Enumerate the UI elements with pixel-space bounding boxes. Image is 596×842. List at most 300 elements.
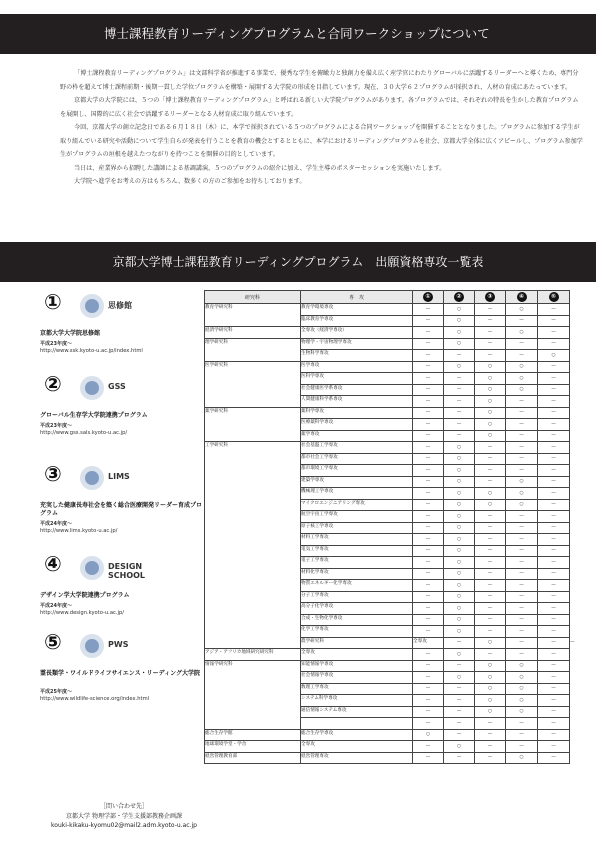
eligibility-mark: — bbox=[506, 511, 538, 523]
major-cell: 経営管理専攻 bbox=[301, 752, 413, 764]
eligibility-mark: — bbox=[538, 488, 570, 500]
major-cell: マイクロエンジニアリング専攻 bbox=[301, 499, 413, 511]
eligibility-mark: — bbox=[506, 580, 538, 592]
eligibility-mark: — bbox=[506, 614, 538, 626]
intro-paragraph: 大学院へ進学をお考えの方はもちろん、数多くの方のご参加をお待ちしております。 bbox=[74, 178, 306, 185]
eligibility-mark: — bbox=[413, 453, 444, 465]
eligibility-mark: — bbox=[538, 637, 570, 649]
table-header-cell: 研究科 bbox=[205, 291, 301, 304]
major-cell: 社会基盤工学専攻 bbox=[301, 442, 413, 454]
program-year: 平成23年度～ bbox=[40, 341, 72, 347]
eligibility-mark: — bbox=[538, 695, 570, 707]
eligibility-mark: — bbox=[538, 430, 570, 442]
eligibility-mark: ○ bbox=[506, 706, 538, 718]
eligibility-mark: — bbox=[538, 407, 570, 419]
eligibility-mark: — bbox=[444, 373, 475, 385]
eligibility-mark: — bbox=[413, 384, 444, 396]
eligibility-mark: — bbox=[538, 476, 570, 488]
eligibility-mark: — bbox=[538, 327, 570, 339]
eligibility-mark: ○ bbox=[506, 499, 538, 511]
major-cell: システム科学専攻 bbox=[301, 695, 413, 707]
eligibility-mark: — bbox=[475, 327, 506, 339]
eligibility-mark: — bbox=[538, 465, 570, 477]
program-number-badge: ① bbox=[423, 292, 433, 302]
program-name: 京都大学大学院思修館 bbox=[40, 330, 101, 337]
major-cell: 薬学専攻 bbox=[301, 430, 413, 442]
eligibility-mark: — bbox=[506, 637, 538, 649]
eligibility-mark: — bbox=[413, 660, 444, 672]
eligibility-mark: — bbox=[506, 419, 538, 431]
eligibility-mark: — bbox=[538, 614, 570, 626]
eligibility-mark: ○ bbox=[413, 729, 444, 741]
graduate-school-cell: 経済学研究科 bbox=[205, 327, 301, 339]
eligibility-mark: — bbox=[475, 338, 506, 350]
graduate-school-cell: 理学研究科 bbox=[205, 338, 301, 361]
graduate-school-cell: 工学研究科 bbox=[205, 442, 301, 649]
eligibility-mark: — bbox=[538, 419, 570, 431]
eligibility-mark: — bbox=[506, 522, 538, 534]
eligibility-mark: — bbox=[538, 649, 570, 661]
eligibility-mark: — bbox=[506, 741, 538, 753]
eligibility-mark: — bbox=[538, 752, 570, 764]
eligibility-mark: ○ bbox=[444, 545, 475, 557]
eligibility-mark: — bbox=[475, 522, 506, 534]
eligibility-mark: — bbox=[506, 442, 538, 454]
major-cell: 医療薬科学専攻 bbox=[301, 419, 413, 431]
graduate-school-cell: 総合生存学館 bbox=[205, 729, 301, 741]
major-cell: 医科学専攻 bbox=[301, 373, 413, 385]
graduate-school-cell: 医学研究科 bbox=[205, 361, 301, 407]
eligibility-mark: — bbox=[475, 718, 506, 730]
program-name: 霊長類学・ワイルドライフサイエンス・リーディング大学院 bbox=[40, 670, 201, 677]
eligibility-mark: — bbox=[538, 522, 570, 534]
eligibility-mark: — bbox=[506, 649, 538, 661]
eligibility-mark: ○ bbox=[506, 672, 538, 684]
eligibility-mark: — bbox=[444, 683, 475, 695]
eligibility-mark: — bbox=[413, 672, 444, 684]
eligibility-mark: ○ bbox=[444, 361, 475, 373]
eligibility-mark: — bbox=[413, 430, 444, 442]
major-cell: 薬科学専攻 bbox=[301, 407, 413, 419]
major-cell: 分子工学専攻 bbox=[301, 591, 413, 603]
eligibility-mark: — bbox=[538, 534, 570, 546]
eligibility-mark: ○ bbox=[444, 453, 475, 465]
eligibility-mark: — bbox=[538, 557, 570, 569]
table-row bbox=[205, 741, 570, 753]
program-logo-icon bbox=[78, 372, 158, 404]
eligibility-mark: — bbox=[506, 626, 538, 638]
eligibility-mark: ○ bbox=[475, 499, 506, 511]
eligibility-mark: — bbox=[538, 442, 570, 454]
program-url[interactable]: http://www.lims.kyoto-u.ac.jp/ bbox=[40, 528, 118, 534]
eligibility-mark: — bbox=[538, 545, 570, 557]
program-number: ③ bbox=[44, 462, 62, 486]
major-cell: 建築学専攻 bbox=[301, 476, 413, 488]
eligibility-mark: — bbox=[475, 476, 506, 488]
table-row bbox=[205, 752, 570, 764]
program-number-badge: ④ bbox=[517, 292, 527, 302]
eligibility-mark: — bbox=[506, 315, 538, 327]
eligibility-mark: ○ bbox=[475, 419, 506, 431]
major-cell: 化学工学専攻 bbox=[301, 626, 413, 638]
eligibility-mark: ○ bbox=[506, 327, 538, 339]
program-logo-text: DESIGN SCHOOL bbox=[108, 562, 146, 580]
major-cell: 物質エネルギー化学専攻 bbox=[301, 580, 413, 592]
eligibility-mark: — bbox=[538, 384, 570, 396]
eligibility-mark: ○ bbox=[475, 672, 506, 684]
eligibility-mark: ○ bbox=[444, 672, 475, 684]
graduate-school-cell: 情報学研究科 bbox=[205, 660, 301, 729]
eligibility-mark: — bbox=[444, 407, 475, 419]
major-cell: 全専攻（経済学専攻） bbox=[301, 327, 413, 339]
eligibility-table bbox=[204, 290, 575, 764]
eligibility-mark: — bbox=[538, 338, 570, 350]
eligibility-mark: — bbox=[413, 327, 444, 339]
table-header-cell bbox=[444, 291, 475, 304]
table-header-cell bbox=[475, 291, 506, 304]
table-row bbox=[205, 660, 570, 672]
major-cell: 知能情報学専攻 bbox=[301, 660, 413, 672]
eligibility-mark: ○ bbox=[475, 430, 506, 442]
eligibility-mark: — bbox=[413, 568, 444, 580]
eligibility-mark: — bbox=[444, 419, 475, 431]
eligibility-mark: ○ bbox=[475, 396, 506, 408]
eligibility-mark: ○ bbox=[444, 522, 475, 534]
eligibility-mark: — bbox=[506, 407, 538, 419]
major-cell: 数理工学専攻 bbox=[301, 683, 413, 695]
eligibility-mark: ○ bbox=[444, 511, 475, 523]
eligibility-mark: ○ bbox=[444, 315, 475, 327]
intro-paragraph: 「博士課程教育リーディングプログラム」は文部科学省が推進する事業で、優秀な学生を俯瞰力と独創力を備え広く産学官にわたりグローバルに活躍するリーダーへと導くため、専門分野の枠を超えて博士課程前期・後期一貫した学位プログラムを構築・展開する大学院の形成を目指しています。現在、３０大学６２プログラムが採択され、人材の育成にあたっています。 bbox=[60, 70, 579, 91]
eligibility-mark: — bbox=[413, 338, 444, 350]
top-banner-title: 博士課程教育リーディングプログラムと合同ワークショップについて bbox=[104, 26, 490, 41]
major-cell: 生物科学専攻 bbox=[301, 350, 413, 362]
eligibility-mark: ○ bbox=[444, 338, 475, 350]
eligibility-mark: ○ bbox=[475, 695, 506, 707]
eligibility-mark: — bbox=[413, 534, 444, 546]
eligibility-mark: — bbox=[538, 683, 570, 695]
eligibility-mark: — bbox=[413, 706, 444, 718]
eligibility-mark: — bbox=[413, 649, 444, 661]
eligibility-mark: — bbox=[444, 350, 475, 362]
section-banner bbox=[0, 242, 596, 282]
eligibility-mark: — bbox=[538, 706, 570, 718]
eligibility-mark: — bbox=[506, 591, 538, 603]
eligibility-mark: — bbox=[475, 580, 506, 592]
eligibility-mark: — bbox=[506, 453, 538, 465]
eligibility-mark: — bbox=[444, 396, 475, 408]
eligibility-mark: — bbox=[538, 453, 570, 465]
graduate-school-cell: アジア・アフリカ地域研究研究科 bbox=[205, 649, 301, 661]
eligibility-mark: — bbox=[475, 626, 506, 638]
eligibility-mark: ○ bbox=[444, 568, 475, 580]
eligibility-mark: — bbox=[413, 465, 444, 477]
eligibility-mark: ○ bbox=[444, 304, 475, 316]
section-banner-title: 京都大学博士課程教育リーディングプログラム 出願資格専攻一覧表 bbox=[112, 255, 484, 269]
eligibility-mark: — bbox=[475, 453, 506, 465]
eligibility-mark: — bbox=[413, 488, 444, 500]
table-row bbox=[205, 442, 570, 454]
eligibility-mark: — bbox=[538, 729, 570, 741]
graduate-school-cell: 地球環境学堂・学舎 bbox=[205, 741, 301, 753]
table-row bbox=[205, 407, 570, 419]
major-cell: 材料化学専攻 bbox=[301, 568, 413, 580]
eligibility-mark: — bbox=[475, 752, 506, 764]
eligibility-mark: ○ bbox=[444, 488, 475, 500]
program-logo-icon bbox=[78, 552, 158, 584]
eligibility-mark: — bbox=[413, 603, 444, 615]
eligibility-mark: — bbox=[413, 626, 444, 638]
program-year: 平成25年度～ bbox=[40, 689, 72, 695]
major-cell: 通信情報システム専攻 bbox=[301, 706, 413, 718]
eligibility-mark: — bbox=[475, 465, 506, 477]
major-cell: 航空宇宙工学専攻 bbox=[301, 511, 413, 523]
contact-line: kouki-kikaku-kyomu02@mail2.adm.kyoto-u.ac.jp bbox=[51, 822, 197, 829]
eligibility-mark: ○ bbox=[506, 695, 538, 707]
program-logo-text: GSS bbox=[108, 382, 126, 391]
eligibility-mark: — bbox=[413, 522, 444, 534]
eligibility-mark: — bbox=[413, 545, 444, 557]
eligibility-mark: ○ bbox=[444, 649, 475, 661]
table-row bbox=[205, 304, 570, 316]
intro-paragraph: 今回、京都大学の創立記念日である６月１８日（木）に、本学で採択されている５つのプログラムによる合同ワークショップを開催することとなりました。プログラムに参加する学生が取り組んでいる研究や活動について学生自らが発表を行うことを教育の機会とするとともに、本学におけるリーディングプログラムを社会、京都大学全体に広くアピールし、プログラム参加学生がプログラムの垣根を越えたつながりを持つことを開催の目的としています。 bbox=[60, 124, 583, 158]
eligibility-mark: ○ bbox=[444, 741, 475, 753]
table-row bbox=[205, 338, 570, 350]
eligibility-mark: — bbox=[413, 614, 444, 626]
major-cell: 全専攻 bbox=[301, 649, 413, 661]
program-name: 充実した健康長寿社会を築く総合医療開発リーダー育成プログラム bbox=[40, 502, 203, 517]
eligibility-mark: — bbox=[538, 499, 570, 511]
eligibility-mark: ○ bbox=[444, 327, 475, 339]
major-cell: 高分子化学専攻 bbox=[301, 603, 413, 615]
program-year: 平成23年度～ bbox=[40, 423, 72, 429]
eligibility-mark: ○ bbox=[506, 361, 538, 373]
major-cell: 社会情報学専攻 bbox=[301, 672, 413, 684]
table-header-cell bbox=[506, 291, 538, 304]
program-logo-icon bbox=[78, 462, 158, 494]
eligibility-mark: — bbox=[444, 729, 475, 741]
eligibility-mark: — bbox=[506, 729, 538, 741]
contact-line: ［問い合わせ先］ bbox=[99, 803, 148, 810]
major-cell: 医学専攻 bbox=[301, 361, 413, 373]
major-cell: 都市社会工学専攻 bbox=[301, 453, 413, 465]
eligibility-mark: ○ bbox=[475, 407, 506, 419]
eligibility-mark: ○ bbox=[444, 591, 475, 603]
eligibility-mark: ○ bbox=[444, 465, 475, 477]
eligibility-mark: — bbox=[506, 557, 538, 569]
eligibility-mark: ○ bbox=[475, 683, 506, 695]
table-row bbox=[205, 327, 570, 339]
eligibility-mark: — bbox=[506, 396, 538, 408]
eligibility-mark: — bbox=[413, 442, 444, 454]
major-cell: 材料工学専攻 bbox=[301, 534, 413, 546]
eligibility-mark: — bbox=[444, 695, 475, 707]
program-url[interactable]: http://www.ssk.kyoto-u.ac.jp/index.html bbox=[40, 348, 143, 354]
eligibility-mark: — bbox=[475, 741, 506, 753]
program-number: ② bbox=[44, 372, 62, 396]
eligibility-mark: — bbox=[475, 591, 506, 603]
eligibility-mark: ○ bbox=[506, 752, 538, 764]
program-name: デザイン学大学院連携プログラム bbox=[40, 592, 130, 599]
eligibility-mark: — bbox=[475, 442, 506, 454]
eligibility-mark: — bbox=[413, 499, 444, 511]
eligibility-mark: ○ bbox=[444, 557, 475, 569]
program-number: ④ bbox=[44, 552, 62, 576]
eligibility-mark: — bbox=[413, 752, 444, 764]
eligibility-mark: — bbox=[538, 660, 570, 672]
eligibility-mark: — bbox=[413, 741, 444, 753]
eligibility-mark: — bbox=[413, 419, 444, 431]
eligibility-mark: ○ bbox=[506, 660, 538, 672]
eligibility-mark: ○ bbox=[506, 683, 538, 695]
program-list bbox=[34, 290, 203, 829]
program-number-badge: ⑤ bbox=[549, 292, 559, 302]
major-cell: 全専攻 bbox=[413, 637, 444, 649]
eligibility-mark: — bbox=[444, 660, 475, 672]
eligibility-mark: ○ bbox=[506, 488, 538, 500]
table-row bbox=[205, 649, 570, 661]
eligibility-mark: ○ bbox=[444, 603, 475, 615]
table-header-cell bbox=[538, 291, 570, 304]
eligibility-mark: — bbox=[506, 718, 538, 730]
eligibility-mark: — bbox=[475, 304, 506, 316]
eligibility-mark: — bbox=[506, 545, 538, 557]
program-logo-text: LIMS bbox=[108, 472, 130, 481]
program-url[interactable]: http://www.wildlife-science.org/index.html bbox=[40, 696, 150, 702]
eligibility-mark: — bbox=[506, 338, 538, 350]
eligibility-mark: — bbox=[538, 741, 570, 753]
eligibility-mark: — bbox=[475, 557, 506, 569]
eligibility-mark: — bbox=[506, 350, 538, 362]
eligibility-mark: — bbox=[538, 511, 570, 523]
major-cell: 都市環境工学専攻 bbox=[301, 465, 413, 477]
program-url[interactable]: http://www.gss.sals.kyoto-u.ac.jp/ bbox=[40, 430, 128, 436]
eligibility-mark: — bbox=[506, 603, 538, 615]
eligibility-mark: — bbox=[413, 511, 444, 523]
eligibility-mark: ○ bbox=[444, 626, 475, 638]
eligibility-mark: — bbox=[413, 304, 444, 316]
eligibility-mark: ○ bbox=[444, 499, 475, 511]
eligibility-mark: — bbox=[538, 568, 570, 580]
eligibility-mark: — bbox=[538, 672, 570, 684]
eligibility-mark: — bbox=[538, 603, 570, 615]
eligibility-mark: — bbox=[444, 706, 475, 718]
eligibility-mark: ○ bbox=[475, 373, 506, 385]
eligibility-mark: — bbox=[413, 580, 444, 592]
eligibility-mark: — bbox=[538, 626, 570, 638]
program-number-badge: ③ bbox=[485, 292, 495, 302]
eligibility-mark: ○ bbox=[475, 637, 506, 649]
table-header-cell: 専 攻 bbox=[301, 291, 413, 304]
eligibility-mark: ○ bbox=[475, 384, 506, 396]
eligibility-mark: — bbox=[413, 476, 444, 488]
intro-text bbox=[60, 67, 584, 189]
graduate-school-cell: 経営管理教育部 bbox=[205, 752, 301, 764]
eligibility-mark: — bbox=[506, 430, 538, 442]
eligibility-mark: — bbox=[413, 695, 444, 707]
eligibility-mark: — bbox=[475, 603, 506, 615]
eligibility-mark: — bbox=[475, 729, 506, 741]
eligibility-mark: — bbox=[475, 649, 506, 661]
eligibility-mark: ○ bbox=[444, 580, 475, 592]
eligibility-mark: — bbox=[538, 304, 570, 316]
eligibility-mark: — bbox=[538, 396, 570, 408]
eligibility-mark: ○ bbox=[444, 534, 475, 546]
eligibility-mark: ○ bbox=[506, 476, 538, 488]
major-cell: 総合生存学専攻 bbox=[301, 729, 413, 741]
program-logo-text: PWS bbox=[108, 640, 129, 649]
program-year: 平成24年度～ bbox=[40, 521, 72, 527]
major-cell bbox=[301, 718, 413, 730]
eligibility-mark: — bbox=[475, 511, 506, 523]
eligibility-mark: — bbox=[444, 430, 475, 442]
eligibility-mark: — bbox=[413, 683, 444, 695]
eligibility-mark: — bbox=[444, 752, 475, 764]
program-url[interactable]: http://www.design.kyoto-u.ac.jp/ bbox=[40, 610, 124, 616]
major-cell: 機械理工学専攻 bbox=[301, 488, 413, 500]
eligibility-mark: — bbox=[475, 350, 506, 362]
eligibility-mark: — bbox=[506, 465, 538, 477]
major-cell: 電子工学専攻 bbox=[301, 557, 413, 569]
program-logo-icon bbox=[78, 290, 158, 322]
eligibility-mark: — bbox=[475, 568, 506, 580]
major-cell: 電気工学専攻 bbox=[301, 545, 413, 557]
program-number: ① bbox=[44, 290, 62, 314]
eligibility-mark: — bbox=[413, 315, 444, 327]
eligibility-mark: — bbox=[475, 614, 506, 626]
eligibility-mark: ○ bbox=[506, 304, 538, 316]
major-cell: 物理学・宇宙物理学専攻 bbox=[301, 338, 413, 350]
eligibility-mark: — bbox=[538, 361, 570, 373]
intro-paragraph: 当日は、産業界から招聘した講師による基調講演、５つのプログラムの紹介に加え、学生主導のポスターセッションを実施いたします。 bbox=[74, 164, 446, 172]
eligibility-mark: ○ bbox=[444, 614, 475, 626]
program-logo-icon bbox=[78, 630, 158, 662]
eligibility-mark: — bbox=[538, 373, 570, 385]
graduate-school-cell: 農学研究科 bbox=[301, 637, 413, 649]
eligibility-mark: — bbox=[506, 568, 538, 580]
eligibility-mark: ○ bbox=[444, 476, 475, 488]
eligibility-mark: ○ bbox=[475, 488, 506, 500]
eligibility-mark: — bbox=[413, 407, 444, 419]
eligibility-mark: ○ bbox=[444, 442, 475, 454]
eligibility-mark: — bbox=[413, 557, 444, 569]
table-header-cell bbox=[413, 291, 444, 304]
eligibility-mark: — bbox=[538, 591, 570, 603]
eligibility-mark: — bbox=[413, 591, 444, 603]
major-cell: 教育学環境専攻 bbox=[301, 304, 413, 316]
eligibility-mark: — bbox=[475, 315, 506, 327]
program-logo-text: 思修館 bbox=[108, 301, 132, 310]
contact-info bbox=[34, 802, 214, 831]
graduate-school-cell: 薬学研究科 bbox=[205, 407, 301, 442]
major-cell: 原子核工学専攻 bbox=[301, 522, 413, 534]
eligibility-mark: — bbox=[538, 718, 570, 730]
table-row bbox=[205, 361, 570, 373]
eligibility-mark: — bbox=[538, 315, 570, 327]
eligibility-mark: ○ bbox=[475, 660, 506, 672]
eligibility-mark: — bbox=[413, 718, 444, 730]
contact-line: 京都大学 物理学部・学生支援部教務企画課 bbox=[66, 812, 182, 820]
eligibility-mark: — bbox=[413, 373, 444, 385]
program-number-badge: ② bbox=[454, 292, 464, 302]
eligibility-mark: ○ bbox=[475, 706, 506, 718]
intro-paragraph: 京都大学の大学院には、５つの「博士課程教育リーディングプログラム」と呼ばれる新しい大学院プログラムがあります。各プログラムでは、それぞれの特長を生かした教育プログラムを展開し、国際的に広く社会で活躍するリーダーとなる人材育成に取り組んでいます。 bbox=[60, 97, 579, 118]
eligibility-mark: ○ bbox=[506, 373, 538, 385]
eligibility-mark: — bbox=[475, 534, 506, 546]
major-cell: 合成・生物化学専攻 bbox=[301, 614, 413, 626]
program-number: ⑤ bbox=[44, 630, 62, 654]
eligibility-mark: — bbox=[538, 580, 570, 592]
